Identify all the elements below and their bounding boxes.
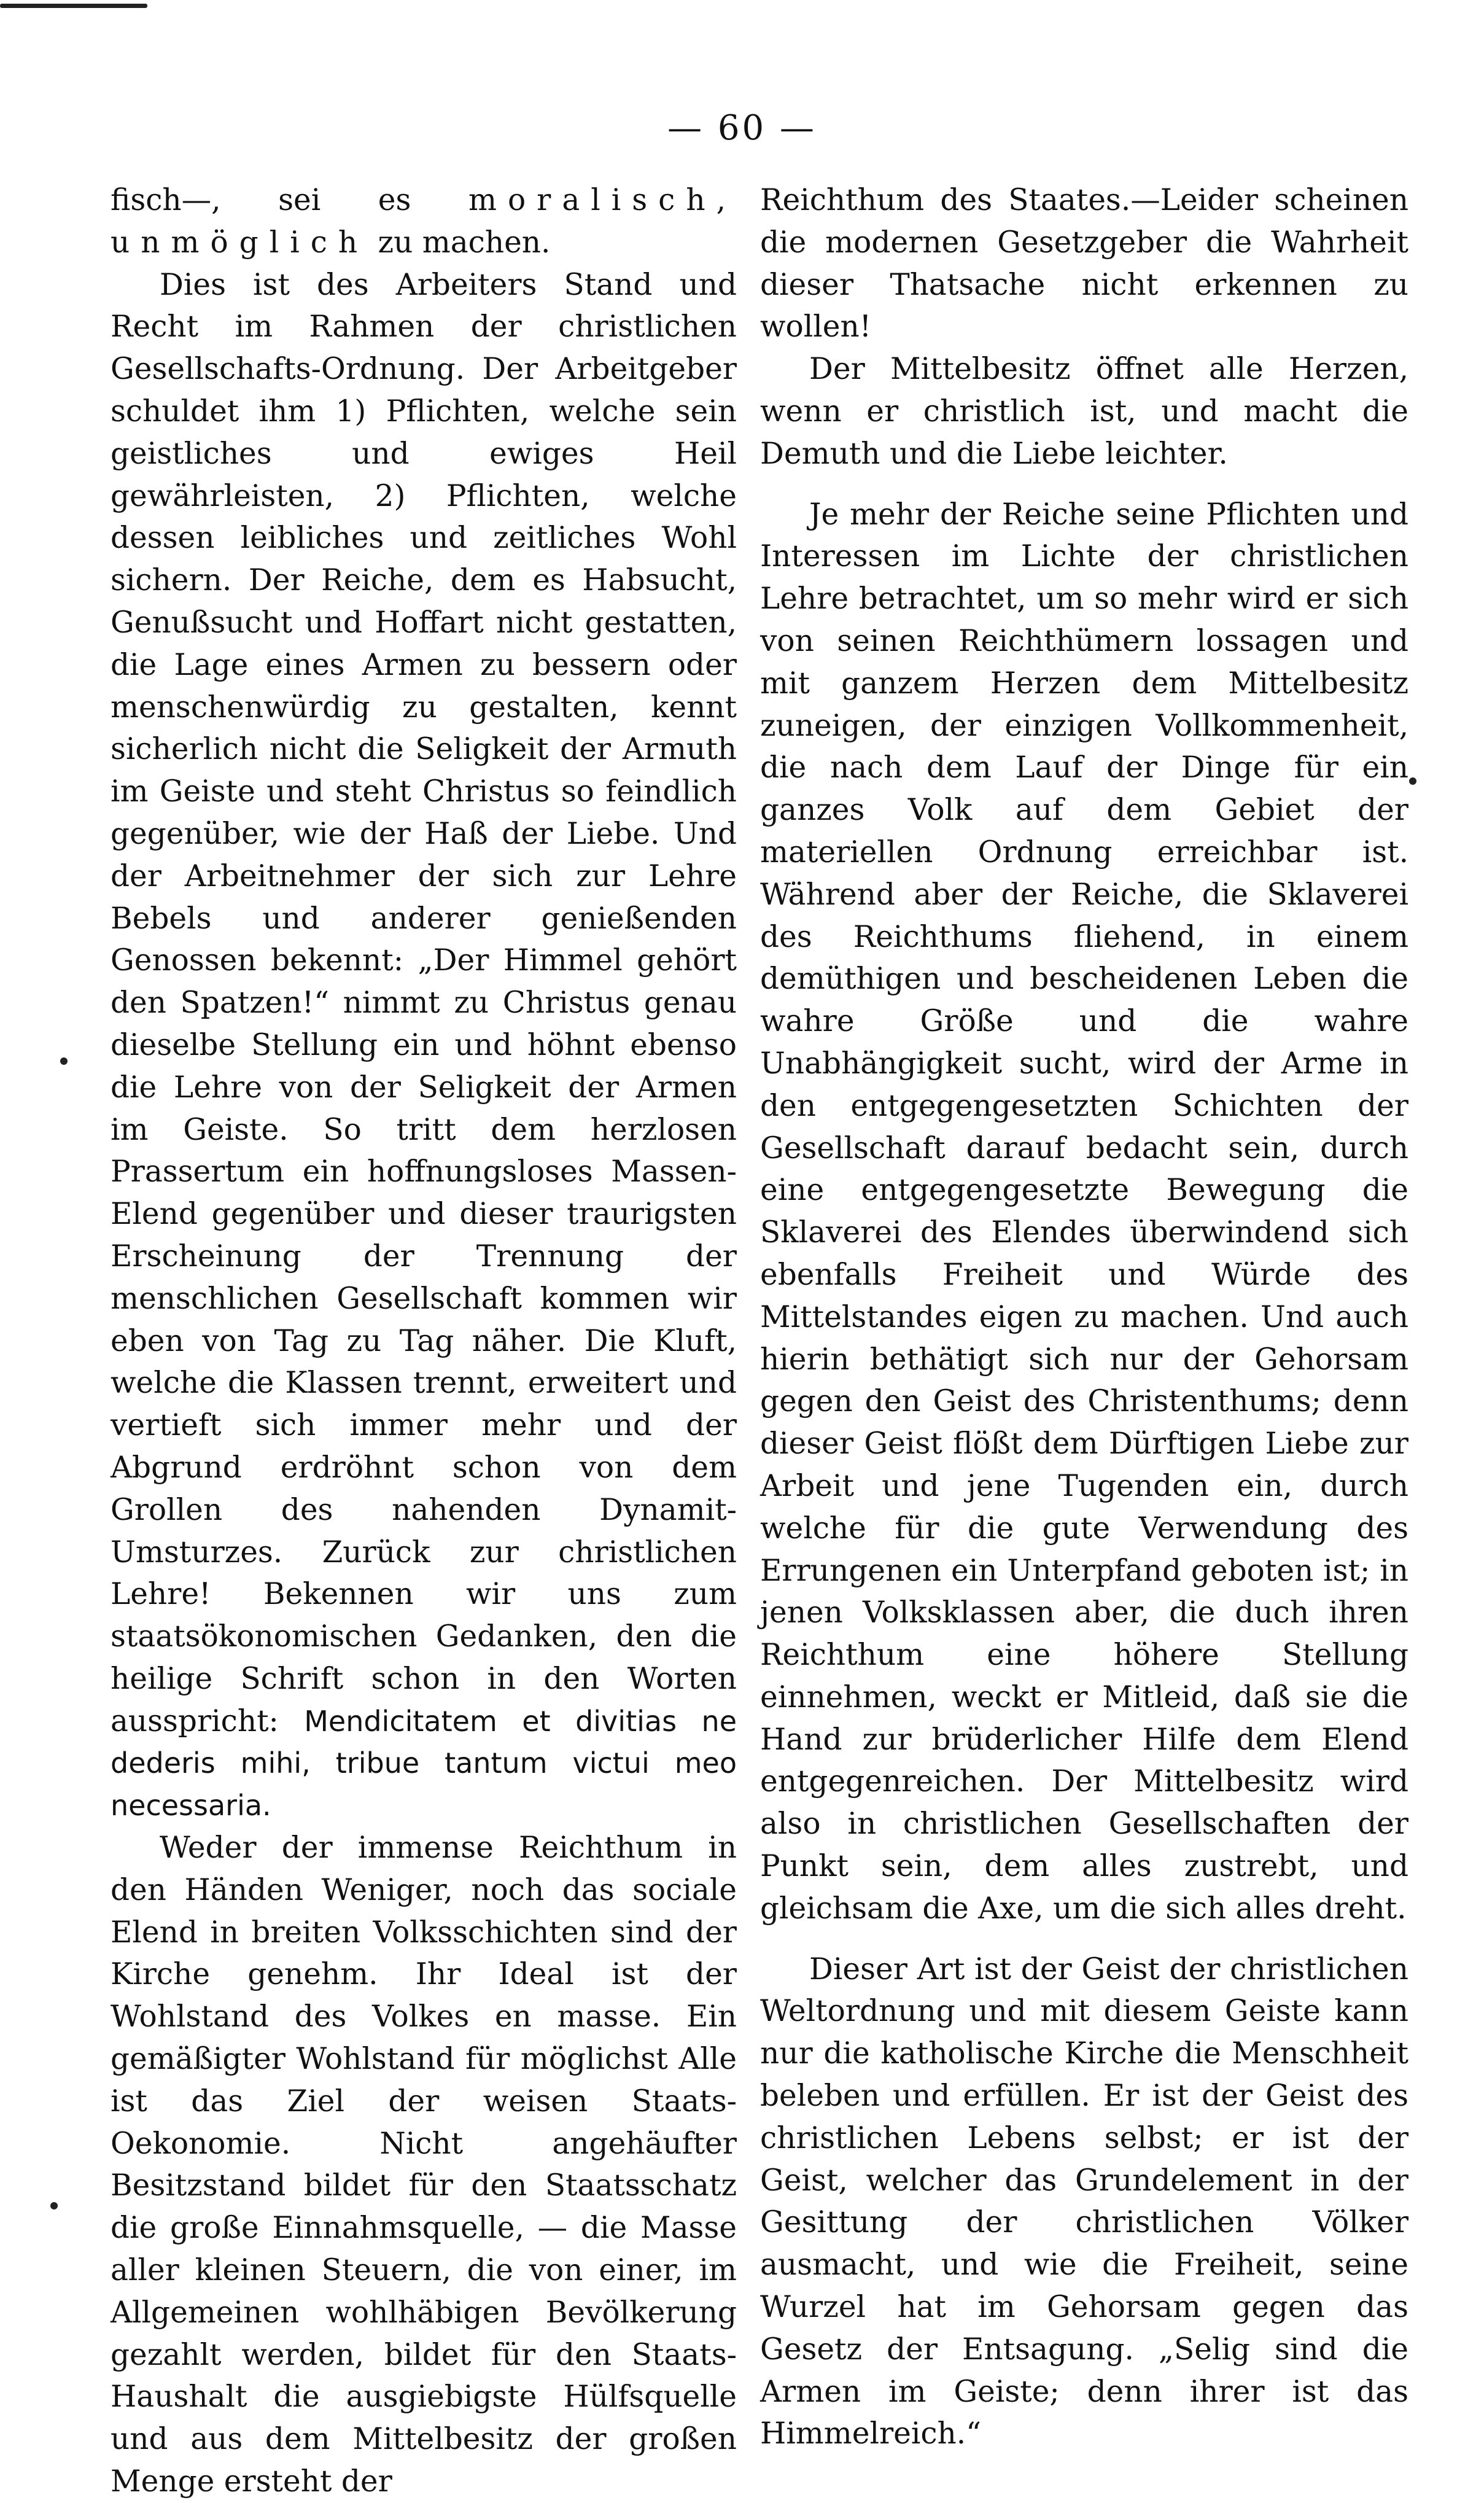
right-paragraph-2: Der Mittelbesitz öffnet alle Herzen, wenn er christlich ist, und macht die Demuth und die Liebe leichter. <box>760 352 1408 471</box>
left-p2-text: Dies ist des Arbeiters Stand und Recht im Rahmen der christlichen Gesellschafts-Ordnung. Der Arbeitgeber schuldet ihm 1) Pflichten, welche sein geistliches und ewiges Heil gewährleisten, 2) Pflichten, welche dessen leibliches und zeitliches Wohl sichern. Der Reiche, dem es Habsucht, Genußsucht und Hoffart nicht gestatten, die Lage eines Armen zu bessern oder menschenwürdig zu gestalten, kennt sicherlich nicht die Seligkeit der Armuth im Geiste und steht Christus so feindlich gegenüber, wie der Haß der Liebe. Und der Arbeitnehmer der sich zur Lehre Bebels und anderer genießenden Genossen bekennt: „Der Himmel gehört den Spatzen!“ nimmt zu Christus genau dieselbe Stellung ein und höhnt ebenso die Lehre von der Seligkeit der Armen im Geiste. So tritt dem herzlosen Prassertum ein hoffnungsloses Massen-Elend gegenüber und dieser traurigsten Erscheinung der Trennung der menschlichen Gesellschaft kommen wir eben von Tag zu Tag näher. Die Kluft, welche die Klassen trennt, erweitert und vertieft sich immer mehr und der Abgrund erdröhnt schon von dem Grollen des nahenden Dynamit-Umsturzes. Zurück zur christlichen Lehre! Bekennen wir uns zum staatsökonomischen Gedanken, den die heilige Schrift schon in den Worten ausspricht: <box>111 267 737 1738</box>
left-p1-spaced: moralisch, unmöglich <box>111 183 737 260</box>
right-paragraph-4: Dieser Art ist der Geist der christlichen Weltordnung und mit diesem Geiste kann nur die katholische Kirche die Menschheit beleben und erfüllen. Er ist der Geist des christlichen Lebens selbst; er ist der Geist, welcher das Grundelement in der Gesittung der christlichen Völker ausmacht, und wie die Freiheit, seine Wurzel hat im Gehorsam gegen das Gesetz der Entsagung. „Selig sind die Armen im Geiste; denn ihrer ist das Himmelreich.“ <box>760 1952 1408 2451</box>
right-column <box>760 179 1408 2455</box>
page-number: — 60 — <box>667 108 817 148</box>
top-rule <box>0 4 147 8</box>
margin-dot-right <box>1409 777 1416 785</box>
left-paragraph-1 <box>111 179 737 264</box>
right-paragraph-3: Je mehr der Reiche seine Pflichten und Interessen im Lichte der christlichen Lehre betrachtet, um so mehr wird er sich von seinen Reichthümern lossagen und mit ganzem Herzen dem Mittelbesitz zuneigen, der einzigen Vollkommenheit, die nach dem Lauf der Dinge für ein ganzes Volk auf dem Gebiet der materiellen Ordnung erreichbar ist. Während aber der Reiche, die Sklaverei des Reichthums fliehend, in einem demüthigen und bescheidenen Leben die wahre Größe und die wahre Unabhängigkeit sucht, wird der Arme in den entgegengesetzten Schichten der Gesellschaft darauf bedacht sein, durch eine entgegengesetzte Bewegung die Sklaverei des Elendes überwindend sich ebenfalls Freiheit und Würde des Mittelstandes eigen zu machen. Und auch hierin bethätigt sich nur der Gehorsam gegen den Geist des Christenthums; denn dieser Geist flößt dem Dürftigen Liebe zur Arbeit und jene Tugenden ein, durch welche für die gute Verwendung des Errungenen ein Unterpfand geboten ist; in jenen Volksklassen aber, die duch ihren Reichthum eine höhere Stellung einnehmen, weckt er Mitleid, daß sie die Hand zur brüderlicher Hilfe dem Elend entgegenreichen. Der Mittelbesitz wird also in christlichen Gesellschaften der Punkt sein, dem alles zustrebt, und gleichsam die Axe, um die sich alles dreht. <box>760 497 1408 1926</box>
margin-dot-left <box>60 1057 68 1065</box>
margin-dot-bottom <box>50 2202 58 2209</box>
right-paragraph-1: Reichthum des Staates.—Leider scheinen die modernen Gesetzgeber die Wahrheit dieser Thatsache nicht erkennen zu wollen! <box>760 183 1408 345</box>
left-paragraph-2 <box>111 264 737 1827</box>
latin-quote: Mendicitatem et divitias ne dederis mihi, tribue tantum victui meo necessaria. <box>111 1704 737 1823</box>
left-column <box>111 179 737 2503</box>
left-p1-pre: fisch—, sei es <box>111 183 468 217</box>
left-p1-post: zu machen. <box>368 225 551 260</box>
left-paragraph-3: Weder der immense Reichthum in den Händen Weniger, noch das sociale Elend in breiten Volksschichten sind der Kirche genehm. Ihr Ideal ist der Wohlstand des Volkes en masse. Ein gemäßigter Wohlstand für möglichst Alle ist das Ziel der weisen Staats-Oekonomie. Nicht angehäufter Besitzstand bildet für den Staatsschatz die große Einnahmsquelle, — die Masse aller kleinen Steuern, die von einer, im Allgemeinen wohlhäbigen Bevölkerung gezahlt werden, bildet für den Staats-Haushalt die ausgiebigste Hülfsquelle und aus dem Mittelbesitz der großen Menge ersteht der <box>111 1831 737 2499</box>
